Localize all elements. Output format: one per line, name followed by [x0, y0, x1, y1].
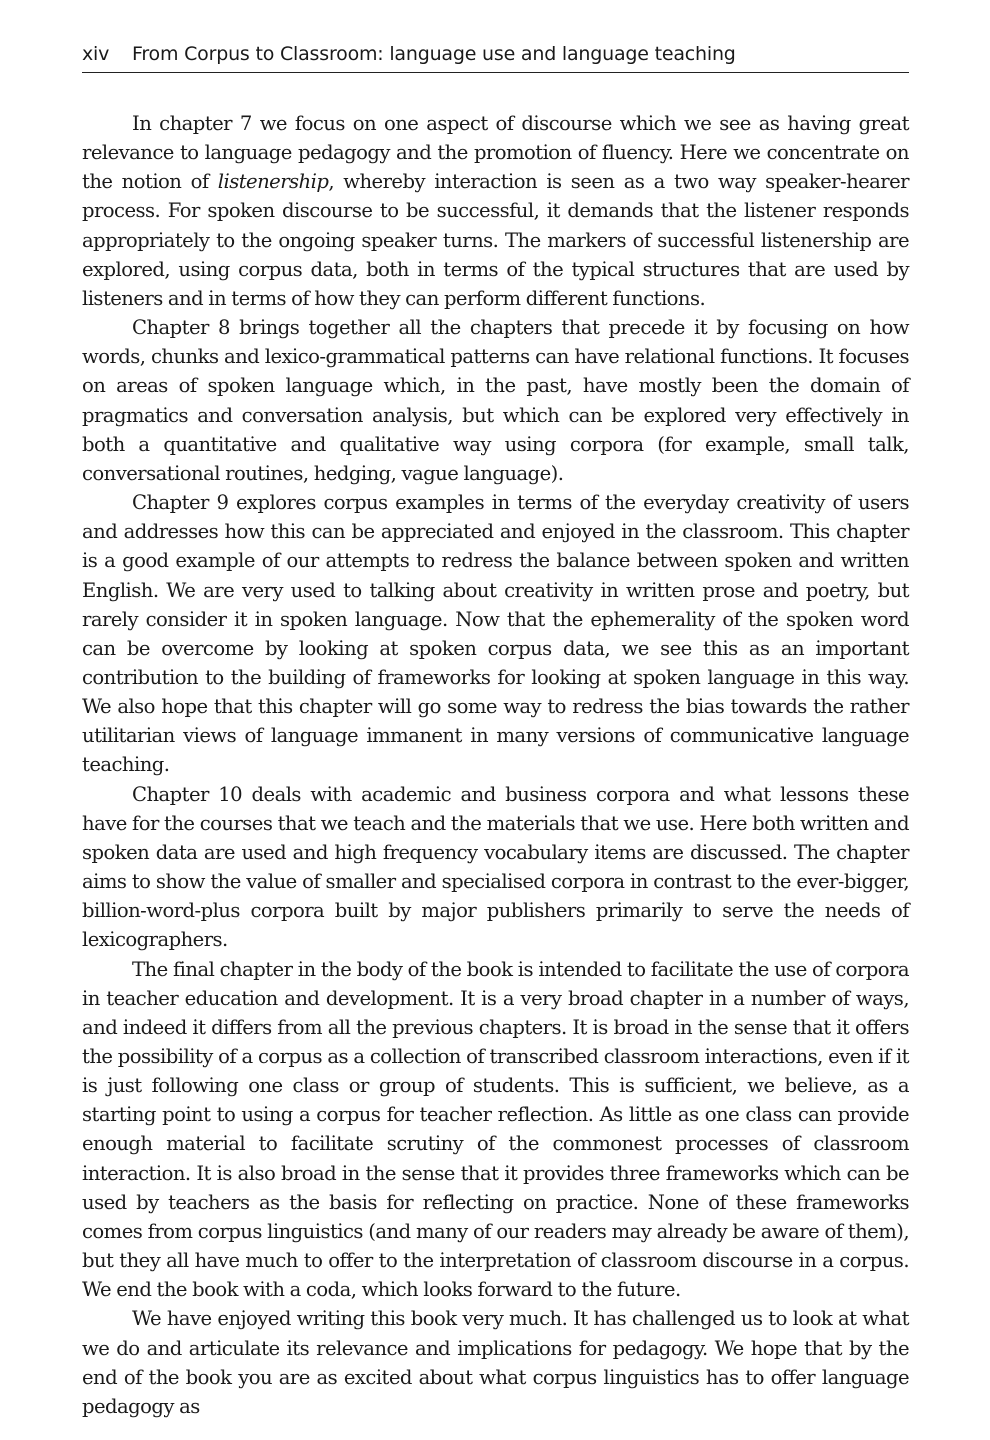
emphasis-term: listenership: [217, 170, 329, 194]
running-title: From Corpus to Classroom: language use and language teaching: [132, 43, 736, 65]
paragraph-chapter-7: [82, 109, 909, 313]
paragraph-final-chapter: The final chapter in the body of the book is intended to facilitate the use of corpora in teacher education and development. It is a very broad chapter in a number of ways, and indeed it differs from all the previous chapters. It is broad in the sense that it offers the possibility of a corpus as a collection of transcribed classroom interactions, even if it is just following one class or group of students. This is sufficient, we believe, as a starting point to using a corpus for teacher reflection. As little as one class can provide enough material to facilitate scrutiny of the commonest processes of classroom interaction. It is also broad in the sense that it provides three frameworks which can be used by teachers as the basis for reflecting on practice. None of these frameworks comes from corpus linguistics (and many of our readers may already be aware of them), but they all have much to offer to the interpretation of classroom discourse in a corpus. We end the book with a coda, which looks forward to the future.: [82, 957, 909, 1302]
paragraph-text: In chapter 7 we focus on one aspect of discourse which we see as having great relevance to language pedagogy and the promotion of fluency. Here we concentrate on the notion of: [82, 112, 909, 194]
paragraph-chapter-8: Chapter 8 brings together all the chapters that precede it by focusing on how words, chunks and lexico-grammatical patterns can have relational functions. It focuses on areas of spoken language which, in the past, have mostly been the domain of pragmatics and conversation analysis, but which can be explored very effectively in both a quantitative and qualitative way using corpora (for example, small talk, conversational routines, hedging, vague language).: [82, 316, 909, 485]
running-header: [82, 40, 909, 73]
paragraph-chapter-10: Chapter 10 deals with academic and business corpora and what lessons these have for the courses that we teach and the materials that we use. Here both written and spoken data are used and high frequency vocabulary items are discussed. The chapter aims to show the value of smaller and specialised corpora in contrast to the ever-bigger, billion-word-plus corpora built by major publishers primarily to serve the needs of lexicographers.: [82, 782, 909, 952]
body-text: [82, 109, 909, 1421]
paragraph-closing: We have enjoyed writing this book very much. It has challenged us to look at what we do and articulate its relevance and implications for pedagogy. We hope that by the end of the book you are as excited about what corpus linguistics has to offer language pedagogy as: [82, 1307, 909, 1418]
book-page: [82, 40, 909, 1421]
paragraph-text: , whereby interaction is seen as a two way speaker-hearer process. For spoken discourse to be successful, it demands that the listener responds appropriately to the ongoing speaker turns. The markers of successful listenership are explored, using corpus data, both in terms of the typical structures that are used by listeners and in terms of how they can perform different functions.: [82, 170, 909, 310]
paragraph-chapter-9: Chapter 9 explores corpus examples in terms of the everyday creativity of users and addresses how this can be appreciated and enjoyed in the classroom. This chapter is a good example of our attempts to redress the balance between spoken and written English. We are very used to talking about creativity in written prose and poetry, but rarely consider it in spoken language. Now that the ephemerality of the spoken word can be overcome by looking at spoken corpus data, we see this as an important contribution to the building of frameworks for looking at spoken language in this way. We also hope that this chapter will go some way to redress the bias towards the rather utilitarian views of language immanent in many versions of communicative language teaching.: [82, 491, 909, 777]
page-number: xiv: [82, 43, 110, 65]
